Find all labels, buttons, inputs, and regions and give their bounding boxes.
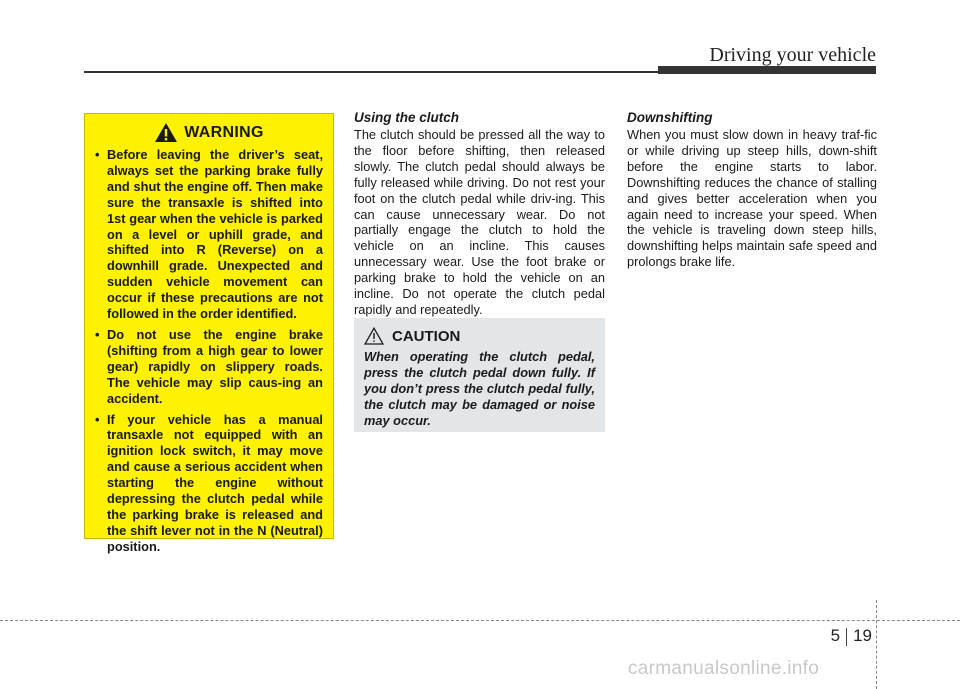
clutch-body: The clutch should be pressed all the way to the floor before shifting, then released slowly. The clutch pedal should always be fully released while driving. Do not rest your foot on the clutch pedal while driv-ing. This can cause unnecessary wear. Do not partially engage the clutch to hold the vehicle on an incline. This causes unnecessary wear. Use the foot brake or parking brake to hold the vehicle on an incline. Do not operate the clutch pedal rapidly and repeatedly. (354, 127, 605, 317)
clutch-section (354, 110, 605, 318)
warning-item: • If your vehicle has a manual transaxle not equipped with an ignition lock switch, it may move and cause a serious accident when starting the engine without depressing the clutch pedal while the parking brake is released and the shift lever not in the N (Neutral) position. (95, 412, 323, 555)
warning-title: WARNING (184, 123, 264, 141)
footer-dashed-rule (0, 620, 960, 621)
caution-box (354, 318, 605, 432)
warning-header (95, 122, 323, 143)
warning-box (84, 113, 334, 554)
caution-triangle-icon (364, 327, 384, 345)
caution-title: CAUTION (392, 327, 461, 345)
page-number-separator (846, 628, 847, 646)
downshifting-heading: Downshifting (627, 110, 713, 125)
downshifting-body: When you must slow down in heavy traf-fic or while driving up steep hills, down-shift before the engine starts to labor. Downshifting reduces the chance of stalling and gives better acceleration when you again need to increase your speed. When the vehicle is traveling down steep hills, downshifting helps maintain safe speed and prolongs brake life. (627, 127, 877, 270)
chapter-number: 5 (830, 626, 841, 645)
warning-list (95, 147, 323, 555)
warning-item: • Do not use the engine brake (shifting from a high gear to lower gear) rapidly on slippery roads. The vehicle may slip caus-ing an accident. (95, 327, 323, 407)
watermark: carmanualsonline.info (628, 658, 820, 679)
clutch-heading: Using the clutch (354, 110, 460, 125)
caution-header (364, 327, 595, 345)
downshifting-section (627, 110, 877, 270)
warning-item: • Before leaving the driver’s seat, always set the parking brake fully and shut the engine off. Then make sure the transaxle is shifted into 1st gear when the vehicle is parked on a level or uphill grade, and shifted into R (Reverse) on a downhill grade. Unexpected and sudden vehicle movement can occur if these precautions are not followed in the order identified. (95, 147, 323, 322)
section-title: Driving your vehicle (709, 44, 876, 66)
header-rule-thick (658, 66, 876, 74)
page-number-value: 19 (853, 626, 872, 645)
warning-triangle-icon (154, 122, 178, 143)
page-number (831, 626, 872, 646)
header-rule-thin (84, 71, 664, 73)
caution-body: When operating the clutch pedal, press the clutch pedal down fully. If you don’t press the clutch pedal fully, the clutch may be damaged or noise may occur. (364, 349, 595, 428)
footer-vertical-rule (876, 600, 877, 689)
